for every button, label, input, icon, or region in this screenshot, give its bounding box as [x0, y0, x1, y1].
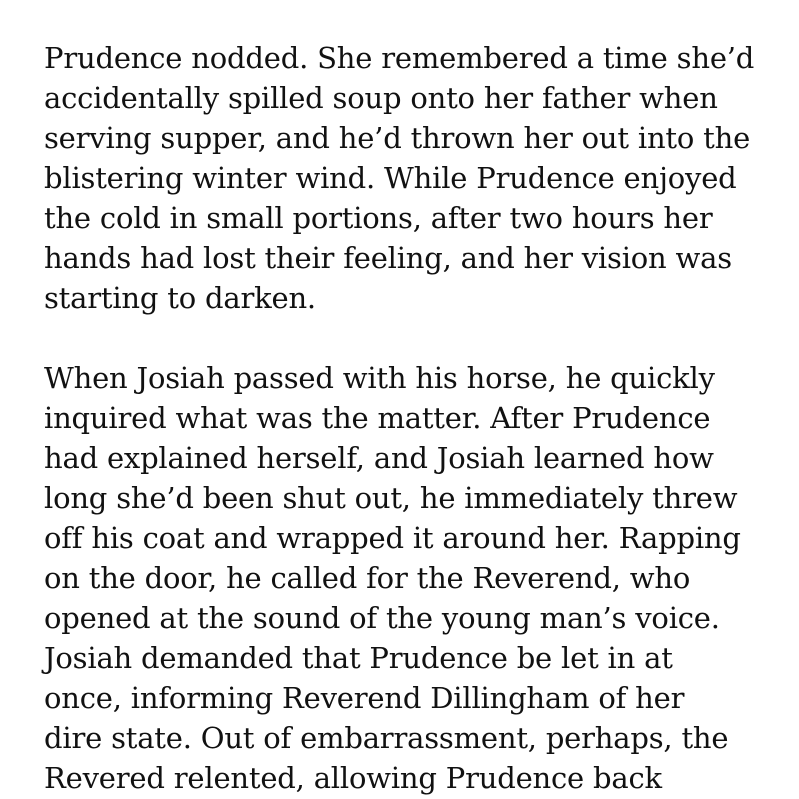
paragraph-spacer — [44, 318, 784, 358]
text-line: Revered relented, allowing Prudence back — [44, 761, 662, 795]
paragraph-2 — [44, 358, 784, 798]
text-line: accidentally spilled soup onto her father when — [44, 81, 718, 115]
text-line: opened at the sound of the young man’s voice. — [44, 601, 720, 635]
text-line: dire state. Out of embarrassment, perhaps, the — [44, 721, 729, 755]
document-page — [44, 38, 784, 798]
text-line: had explained herself, and Josiah learned how — [44, 441, 714, 475]
text-line: Prudence nodded. She remembered a time she’d — [44, 41, 755, 75]
text-line: inquired what was the matter. After Prudence — [44, 401, 711, 435]
text-line: serving supper, and he’d thrown her out into the — [44, 121, 751, 155]
text-line: blistering winter wind. While Prudence enjoyed — [44, 161, 737, 195]
text-line: on the door, he called for the Reverend, who — [44, 561, 691, 595]
text-line: off his coat and wrapped it around her. Rapping — [44, 521, 741, 555]
text-line: hands had lost their feeling, and her vision was — [44, 241, 732, 275]
text-line: the cold in small portions, after two hours her — [44, 201, 713, 235]
text-line: starting to darken. — [44, 281, 316, 315]
paragraph-1 — [44, 38, 784, 318]
text-line: once, informing Reverend Dillingham of her — [44, 681, 685, 715]
text-line: long she’d been shut out, he immediately threw — [44, 481, 738, 515]
text-line: When Josiah passed with his horse, he quickly — [44, 361, 715, 395]
text-line: Josiah demanded that Prudence be let in at — [44, 641, 673, 675]
